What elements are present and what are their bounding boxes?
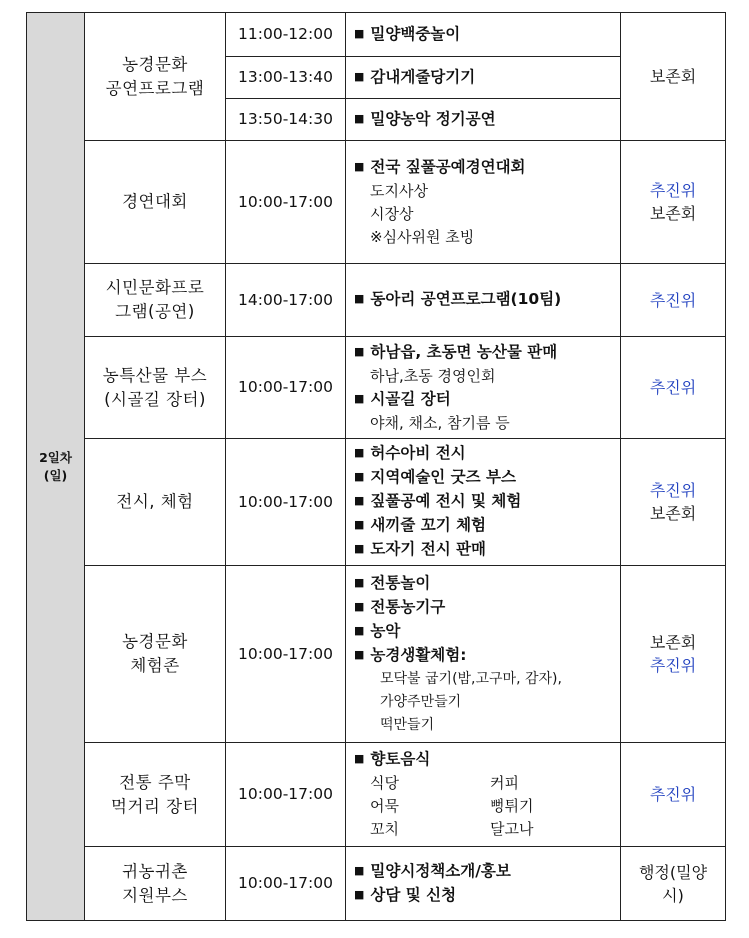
schedule-table (26, 12, 726, 921)
org-line: 추진위 (649, 181, 697, 200)
item-bold: ■ 상담 및 신청 (354, 884, 616, 908)
item-sub: 하남,초동 경영인회 (370, 366, 496, 385)
program-line: 농경문화 (122, 54, 188, 74)
org-line: 추진위 (649, 290, 697, 310)
org-cell (621, 847, 726, 921)
item-sub: 야채, 채소, 참기름 등 (370, 413, 510, 432)
time-cell: 10:00-17:00 (226, 847, 346, 921)
time-cell: 10:00-17:00 (226, 566, 346, 743)
program-cell (85, 847, 226, 921)
food-item: 뻥튀기 (490, 797, 534, 815)
content-cell (346, 13, 621, 57)
day-label: 2일차 (39, 449, 72, 465)
item-bold: ■ 감내게줄당기기 (354, 66, 616, 90)
content-cell (346, 141, 621, 264)
program-line: (시골길 장터) (104, 389, 206, 409)
item-bold: ■ 지역예술인 굿즈 부스 (354, 466, 616, 490)
item-bold: ■ 밀양농악 정기공연 (354, 108, 616, 132)
program-line: 지원부스 (122, 885, 188, 905)
content-cell (346, 264, 621, 337)
org-line: 행정(밀양 (638, 862, 708, 882)
org-line: 보존회 (649, 204, 697, 223)
org-cell (621, 439, 726, 566)
food-item: 달고나 (490, 820, 534, 838)
item-bold: ■ 농경생활체험: (354, 644, 616, 668)
org-line: 시) (662, 885, 684, 905)
program-line: 전시, 체험 (116, 492, 194, 511)
item-sub: 시장상 (370, 204, 414, 223)
content-cell (346, 847, 621, 921)
content-cell (346, 439, 621, 566)
time-cell: 10:00-17:00 (226, 141, 346, 264)
time-cell: 10:00-17:00 (226, 439, 346, 566)
item-bold: ■ 시골길 장터 (354, 388, 616, 412)
program-cell (85, 743, 226, 847)
item-bold: ■ 밀양백중놀이 (354, 23, 616, 47)
item-bold: ■ 향토음식 (354, 748, 616, 772)
item-bold: ■ 밀양시정책소개/홍보 (354, 860, 616, 884)
item-bold: ■ 도자기 전시 판매 (354, 538, 616, 562)
food-row (354, 795, 616, 818)
org-cell (621, 743, 726, 847)
org-cell (621, 141, 726, 264)
org-cell (621, 264, 726, 337)
program-cell (85, 264, 226, 337)
day-cell (27, 13, 85, 921)
item-sub: ※심사위원 초빙 (370, 227, 475, 246)
program-cell (85, 13, 226, 141)
time-cell: 14:00-17:00 (226, 264, 346, 337)
content-cell (346, 743, 621, 847)
item-bold: ■ 전통농기구 (354, 596, 616, 620)
org-line: 추진위 (649, 481, 697, 500)
item-bold: ■ 하남읍, 초동면 농산물 판매 (354, 341, 616, 365)
food-row (354, 772, 616, 795)
program-line: 시민문화프로 (105, 278, 205, 297)
day-sub: (일) (43, 467, 68, 483)
program-line: 농특산물 부스 (102, 365, 208, 385)
item-sub: 도지사상 (370, 181, 428, 200)
time-cell: 11:00-12:00 (226, 13, 346, 57)
content-cell (346, 57, 621, 99)
content-cell (346, 99, 621, 141)
program-line: 체험존 (130, 656, 180, 675)
content-cell (346, 566, 621, 743)
program-line: 그램(공연) (115, 302, 195, 321)
org-line: 보존회 (649, 67, 697, 86)
item-bold: ■ 동아리 공연프로그램(10팀) (354, 288, 616, 312)
program-line: 먹거리 장터 (111, 796, 199, 816)
item-bold: ■ 전국 짚풀공예경연대회 (354, 156, 616, 180)
program-cell (85, 566, 226, 743)
item-bold: ■ 농악 (354, 620, 616, 644)
time-cell: 13:50-14:30 (226, 99, 346, 141)
program-cell (85, 439, 226, 566)
food-item: 꼬치 (370, 820, 399, 838)
item-bold: ■ 짚풀공예 전시 및 체험 (354, 490, 616, 514)
time-cell: 13:00-13:40 (226, 57, 346, 99)
org-line: 추진위 (649, 785, 697, 804)
org-line: 보존회 (649, 633, 697, 652)
item-bold: ■ 새끼줄 꼬기 체험 (354, 514, 616, 538)
program-line: 귀농귀촌 (122, 861, 188, 881)
org-cell (621, 566, 726, 743)
program-cell (85, 141, 226, 264)
item-sub: 모닥불 굽기(밤,고구마, 감자), (380, 670, 562, 687)
program-line: 공연프로그램 (105, 78, 205, 98)
food-row (354, 818, 616, 841)
time-cell: 10:00-17:00 (226, 337, 346, 439)
item-bold: ■ 허수아비 전시 (354, 442, 616, 466)
time-cell: 10:00-17:00 (226, 743, 346, 847)
org-cell (621, 337, 726, 439)
food-item: 식당 (370, 774, 399, 792)
program-line: 경연대회 (122, 192, 188, 211)
org-line: 보존회 (649, 504, 697, 523)
program-cell (85, 337, 226, 439)
program-line: 전통 주막 (119, 772, 191, 792)
food-item: 커피 (490, 774, 519, 792)
org-cell (621, 13, 726, 141)
item-sub: 가양주만들기 (380, 693, 462, 710)
org-line: 추진위 (649, 378, 697, 397)
org-line: 추진위 (649, 656, 697, 675)
content-cell (346, 337, 621, 439)
program-line: 농경문화 (122, 632, 188, 651)
food-item: 어묵 (370, 797, 399, 815)
item-sub: 떡만들기 (380, 716, 435, 733)
item-bold: ■ 전통놀이 (354, 572, 616, 596)
